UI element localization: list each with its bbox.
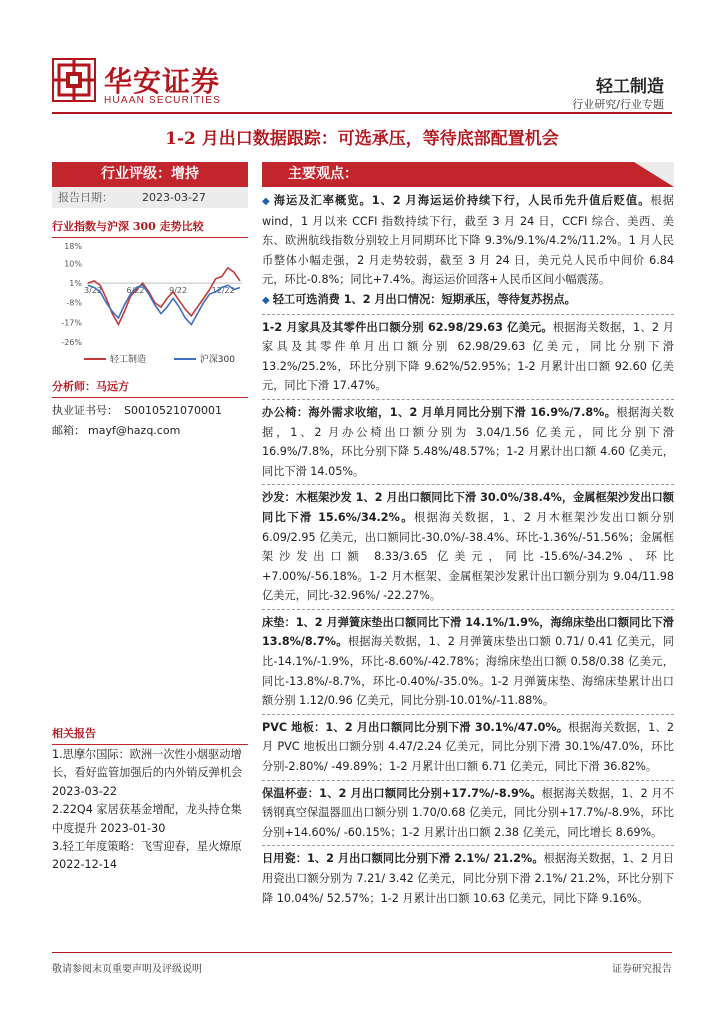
left-sidebar bbox=[52, 162, 248, 438]
paragraph-shipping bbox=[262, 191, 674, 290]
paragraph-text: 根据 wind，1 月以来 CCFI 指数持续下行，截至 3 月 24 日，CCFI 综合、美西、美东、欧洲航线指数分别较上月同期环比下降 9.3%/9.1%/4.2%/11.2%。1 月人民币整体小幅走强，2 月走势较弱，截至 3 月 24 日，美元兑人民币中间价 6.84 元，环比-0.8%；同比+7.4%。海运运价回落+人民币区间小幅震荡。 bbox=[262, 194, 674, 287]
paragraph-text: 根据海关数据，1、2 月木框架沙发出口额分别 6.09/2.95 亿美元，出口额同比-30.0%/-38.4%、环比-1.36%/-51.56%；金属框架沙发出口额 8.33/3.65 亿美元，同比-15.6%/-34.2%、环比+7.00%/-56.18%。1-2 月木框架、金属框架沙发累计出口额分别为 9.04/11.98 亿美元，同比-32.96%/ -22.27%。 bbox=[262, 510, 675, 603]
paragraph-heading: 保温杯壶：1、2 月出口额同比分别+17.7%/-8.9%。 bbox=[262, 786, 542, 800]
chart-svg bbox=[52, 240, 248, 368]
header-divider bbox=[52, 112, 672, 114]
paragraph-heading: 1-2 月家具及其零件出口额分别 62.98/29.63 亿美元。 bbox=[262, 320, 553, 334]
dashed-divider bbox=[262, 314, 674, 315]
y-tick-label: 18% bbox=[64, 242, 82, 251]
chart-legend bbox=[84, 352, 235, 365]
report-date-label: 报告日期： bbox=[58, 191, 113, 204]
y-tick-label: -17% bbox=[61, 318, 82, 328]
series-line-csi300 bbox=[88, 285, 240, 324]
paragraph-furniture bbox=[262, 318, 674, 396]
y-tick-label: -8% bbox=[66, 298, 82, 308]
footer-label: 证券研究报告 bbox=[612, 964, 672, 975]
main-points-label: 主要观点： bbox=[288, 166, 358, 182]
main-content bbox=[262, 162, 674, 908]
related-reports-list bbox=[52, 746, 248, 875]
paragraph-heading: 床垫：1、2 月弹簧床垫出口额同比下滑 14.1%/1.9%，海绵床垫出口额同比下滑 13.8%/8.7%。 bbox=[262, 615, 674, 649]
diamond-bullet-icon: ◆ bbox=[262, 294, 270, 306]
x-tick-label: 3/22 bbox=[84, 286, 102, 296]
main-body bbox=[262, 191, 674, 908]
paragraph-heading: PVC 地板：1、2 月出口额同比分别下滑 30.1%/47.0%。 bbox=[262, 720, 569, 734]
x-tick-label: 12/22 bbox=[211, 286, 235, 296]
sector-name: 轻工制造 bbox=[596, 77, 664, 97]
paragraph-office-chair bbox=[262, 403, 674, 481]
main-points-header bbox=[262, 162, 674, 187]
paragraph-pvc-floor bbox=[262, 718, 674, 777]
paragraph-text: 根据海关数据，1、2 月日用瓷出口额分别为 7.21/ 3.42 亿美元，同比分别下滑 2.1%/ 21.2%，环比分别下降 10.04%/ 52.57%；1-2 月累计出口额 10.63 亿美元，同比下降 9.16%。 bbox=[262, 852, 674, 905]
report-subcategory: 行业研究/行业专题 bbox=[572, 98, 664, 111]
cert-row bbox=[52, 402, 248, 418]
dashed-divider bbox=[262, 484, 674, 485]
dashed-divider bbox=[262, 609, 674, 610]
dashed-divider bbox=[262, 714, 674, 715]
series-line-light-industry bbox=[88, 268, 240, 325]
index-comparison-chart bbox=[52, 240, 248, 368]
related-report-item[interactable]: 1.思摩尔国际：欧洲一次性小烟驱动增长，看好监管加强后的内外销反弹机会 2023-03-22 bbox=[52, 748, 243, 798]
paragraph-text: 根据海关数据，1、2 月家具及其零件单月出口额分别 62.98/29.63 亿美元，同比分别下滑 13.2%/25.2%，环比分别下降 9.62%/52.95%；1-2 月累计出口额 92.60 亿美元，同比下滑 17.47%。 bbox=[262, 320, 674, 393]
paragraph-exports-overview bbox=[262, 290, 674, 311]
report-date-row bbox=[52, 187, 248, 208]
paragraph-heading: 轻工可选消费 1、2 月出口情况：短期承压，等待复苏拐点。 bbox=[272, 292, 576, 306]
report-title: 1-2 月出口数据跟踪：可选承压，等待底部配置机会 bbox=[165, 129, 559, 149]
legend-label-light-industry: 轻工制造 bbox=[110, 355, 147, 365]
paragraph-heading: 沙发：木框架沙发 1、2 月出口额同比下滑 30.0%/38.4%，金属框架沙发出口额同比下滑 15.6%/34.2%。 bbox=[262, 491, 674, 524]
email-value[interactable]: mayf@hazq.com bbox=[88, 424, 181, 437]
report-date-value: 2023-03-27 bbox=[142, 191, 206, 204]
diamond-bullet-icon: ◆ bbox=[262, 196, 271, 207]
y-tick-label: -26% bbox=[61, 338, 82, 347]
cert-label: 执业证书号： bbox=[52, 404, 118, 417]
related-report-item[interactable]: 3.轻工年度策略：飞雪迎春，星火燎原 2022-12-14 bbox=[52, 840, 242, 872]
legend-swatch-csi300 bbox=[174, 358, 196, 360]
header-corner-decoration bbox=[634, 162, 674, 187]
y-tick-label: 1% bbox=[69, 279, 82, 289]
paragraph-text: 根据海关数据，1、2 月不锈钢真空保温器皿出口额分别 1.70/0.68 亿美元，同比分别+17.7%/-8.9%，环比分别+14.60%/ -60.15%；1-2 月累计出口额 2.38 亿美元，同比增长 8.69%。 bbox=[262, 786, 674, 839]
related-report-item[interactable]: 2.22Q4 家居获基金增配，龙头持仓集中度提升 2023-01-30 bbox=[52, 803, 242, 835]
dashed-divider bbox=[262, 399, 674, 400]
related-reports-title: 相关报告 bbox=[52, 725, 248, 745]
paragraph-mattress bbox=[262, 613, 674, 711]
legend-swatch-light-industry bbox=[84, 358, 106, 360]
paragraph-heading: 办公椅：海外需求收缩，1、2 月单月同比分别下滑 16.9%/7.8%。 bbox=[262, 405, 617, 419]
paragraph-heading: 日用瓷：1、2 月出口额同比分别下滑 2.1%/ 21.2%。 bbox=[262, 852, 544, 866]
huaan-logo-icon bbox=[52, 58, 96, 102]
chart-title: 行业指数与沪深 300 走势比较 bbox=[52, 218, 248, 238]
footer-divider bbox=[52, 952, 672, 953]
paragraph-sofa bbox=[262, 488, 674, 606]
analyst-name: 分析师：马远方 bbox=[52, 378, 248, 398]
industry-rating: 行业评级：增持 bbox=[52, 162, 248, 187]
logo-english-name: HUAAN SECURITIES bbox=[104, 95, 221, 106]
cert-value: S0010521070001 bbox=[124, 404, 222, 417]
page-header bbox=[0, 0, 724, 125]
legend-label-csi300: 沪深300 bbox=[199, 355, 235, 365]
paragraph-text: 根据海关数据，1、2 月办公椅出口额分别为 3.04/1.56 亿美元，同比分别下滑 16.9%/7.8%，环比分别下降 5.48%/48.57%；1-2 月累计出口额 4.60 亿美元，同比下滑 14.05%。 bbox=[262, 405, 674, 478]
dashed-divider bbox=[262, 845, 674, 846]
paragraph-text: 根据海关数据，1、2 月 PVC 地板出口额分别 4.47/2.24 亿美元，同比分别下滑 30.1%/47.0%，环比分别-2.80%/ -49.89%；1-2 月累计出口额 6.71 亿美元，同比下滑 36.82%。 bbox=[262, 720, 674, 774]
paragraph-porcelain bbox=[262, 849, 674, 908]
dashed-divider bbox=[262, 780, 674, 781]
logo-chinese-name: 华安证券 bbox=[104, 65, 221, 98]
y-tick-label: 10% bbox=[64, 259, 82, 269]
x-tick-label: 9/22 bbox=[169, 286, 188, 296]
paragraph-thermos bbox=[262, 784, 674, 843]
paragraph-text: 根据海关数据，1、2 月弹簧床垫出口额 0.71/ 0.41 亿美元，同比-14.1%/-1.9%，环比-8.60%/-42.78%；海绵床垫出口额 0.58/0.38 亿美元，同比-13.8%/-8.7%，环比-0.40%/-35.0%。1-2 月弹簧床垫、海绵床垫累计出口额分别 1.12/0.96 亿美元，同比分别-10.01%/-11.88%。 bbox=[262, 635, 674, 708]
x-tick-label: 6/22 bbox=[126, 286, 145, 296]
paragraph-heading: 海运及汇率概览。1、2 月海运运价持续下行，人民币先升值后贬值。 bbox=[273, 194, 651, 207]
footer-disclaimer[interactable]: 敬请参阅末页重要声明及评级说明 bbox=[52, 964, 202, 975]
email-label: 邮箱： bbox=[52, 424, 85, 437]
email-row bbox=[52, 422, 248, 438]
